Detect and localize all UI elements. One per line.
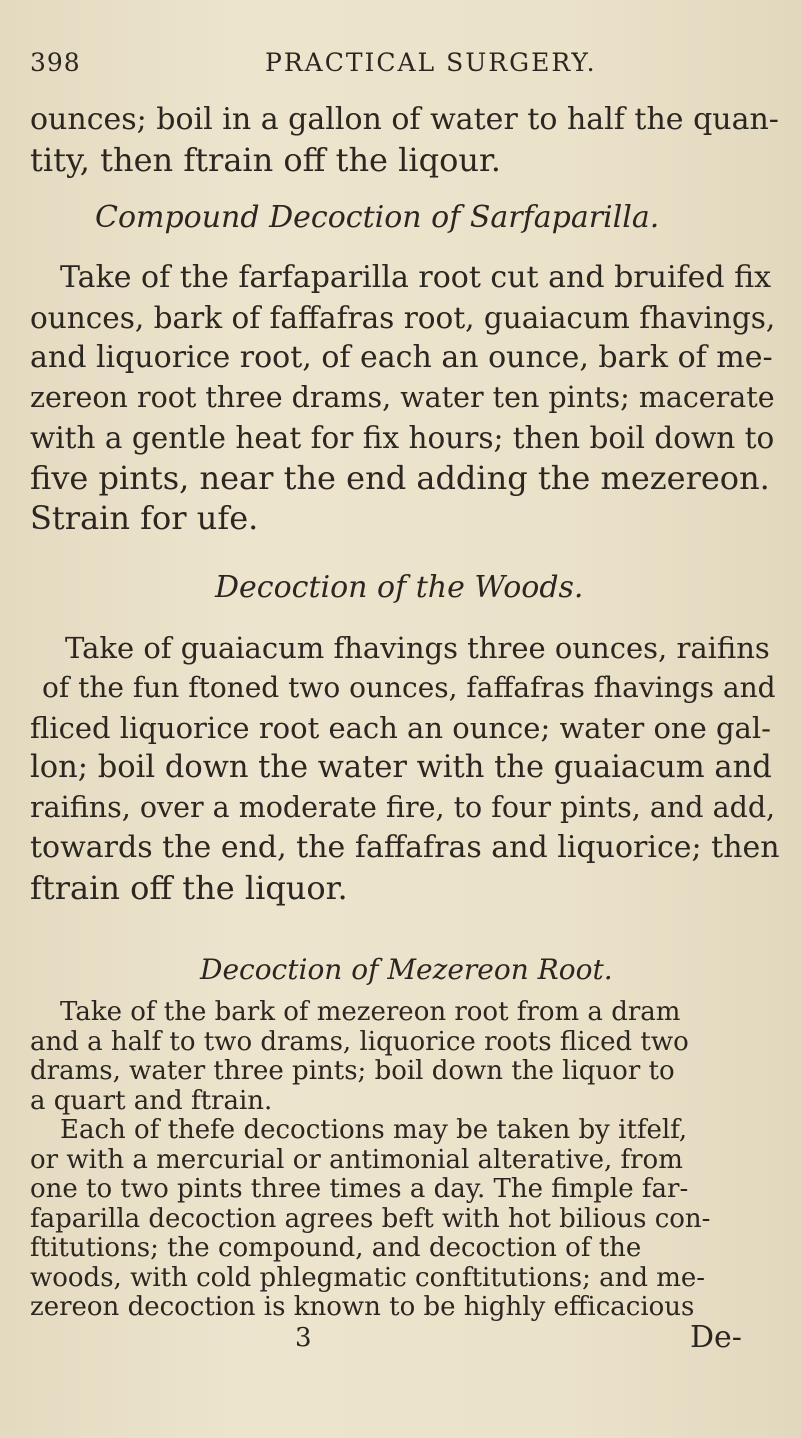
- text-line: woods, with cold phlegmatic conftitutions; and me-: [30, 1262, 706, 1293]
- text-line: of the fun ftoned two ounces, faffafras fhavings and: [42, 671, 776, 704]
- text-line: faparilla decoction agrees beft with hot bilious con-: [30, 1203, 711, 1234]
- text-line: lon; boil down the water with the guaiacum and: [30, 750, 772, 785]
- text-line: with a gentle heat for fix hours; then boil down to: [30, 421, 775, 455]
- text-line: zereon decoction is known to be highly efficacious: [30, 1292, 695, 1322]
- text-line: five pints, near the end adding the mezereon.: [30, 459, 770, 497]
- text-line: raifins, over a moderate fire, to four pints, and add,: [30, 791, 776, 824]
- text-line: and a half to two drams, liquorice roots fliced two: [30, 1026, 689, 1057]
- text-line: drams, water three pints; boil down the liquor to: [30, 1056, 675, 1086]
- page-header: [30, 48, 750, 88]
- text-line: Take of the bark of mezereon root from a dram: [60, 997, 681, 1027]
- text-line: zereon root three drams, water ten pints; macerate: [30, 381, 775, 414]
- text-line: towards the end, the faffafras and liquorice; then: [30, 830, 780, 865]
- catchword: De-: [690, 1320, 742, 1355]
- text-line: ounces; boil in a gallon of water to half the quan-: [30, 102, 779, 137]
- section-heading: Decoction of the Woods.: [215, 570, 584, 605]
- text-line: Each of thefe decoctions may be taken by itfelf,: [60, 1115, 688, 1145]
- text-line: one to two pints three times a day. The fimple far-: [30, 1174, 689, 1204]
- text-line: ounces, bark of faffafras root, guaiacum fhavings,: [30, 301, 776, 335]
- text-line: Take of the farfaparilla root cut and bruifed fix: [60, 260, 772, 295]
- text-line: and liquorice root, of each an ounce, bark of me-: [30, 340, 773, 375]
- text-line: Take of guaiacum fhavings three ounces, raifins: [65, 631, 770, 665]
- text-line: tity, then ftrain off the liqour.: [30, 141, 501, 179]
- text-line: a quart and ftrain.: [30, 1085, 273, 1116]
- signature-mark: 3: [295, 1323, 312, 1353]
- text-line: or with a mercurial or antimonial alterative, from: [30, 1144, 683, 1175]
- section-heading: Decoction of Mezereon Root.: [200, 953, 613, 986]
- text-line: fliced liquorice root each an ounce; water one gal-: [30, 711, 771, 745]
- page-number: 398: [30, 48, 81, 77]
- text-line: Strain for ufe.: [30, 499, 259, 537]
- text-line: ftrain off the liquor.: [30, 869, 348, 907]
- running-head: PRACTICAL SURGERY.: [265, 48, 597, 77]
- section-heading: Compound Decoction of Sarfaparilla.: [95, 200, 660, 235]
- text-line: ftitutions; the compound, and decoction of the: [30, 1233, 642, 1263]
